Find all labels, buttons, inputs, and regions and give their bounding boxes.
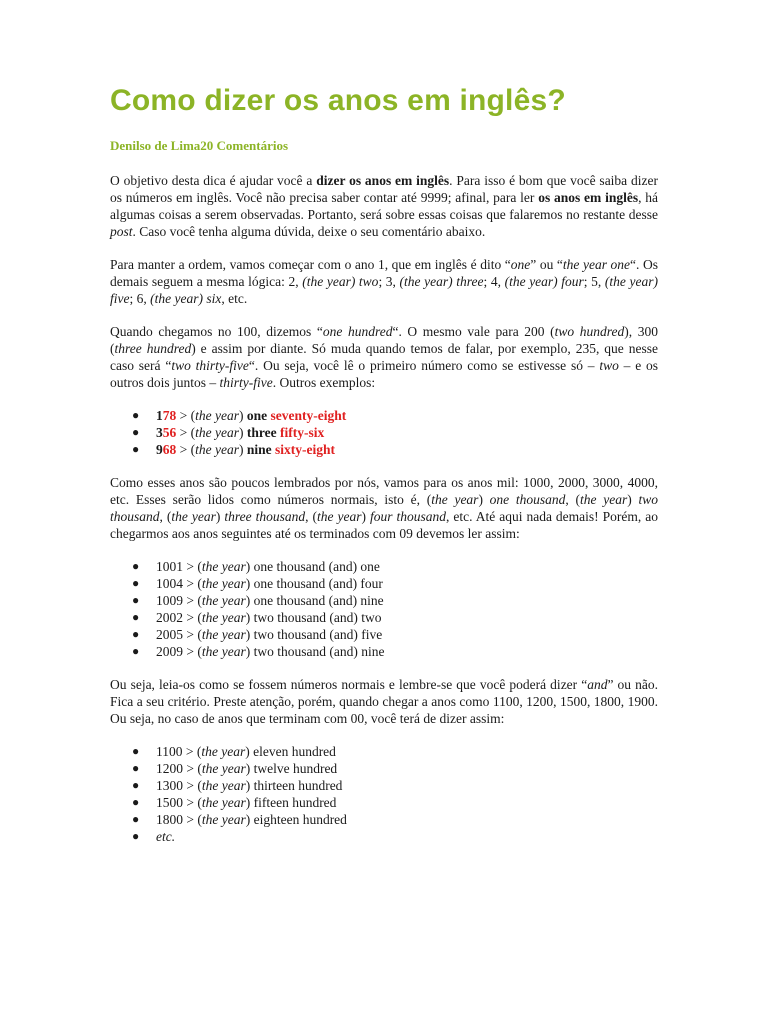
paragraph-thousands: Como esses anos são poucos lembrados por nós, vamos para os anos mil: 1000, 2000, 3000, 4000, etc. Esses serão lidos como números normais, isto é, (the year) one thousand, (the year) two thousand, (the year) three thousand, (the year) four thousand, etc. Até aqui nada demais! Porém, ao chegarmos aos anos seguintes até os terminados com 09 devemos ler assim: bbox=[110, 475, 659, 541]
list-item: ● 1004 > (the year) one thousand (and) four bbox=[132, 576, 383, 591]
list-item: ● 2002 > (the year) two thousand (and) two bbox=[132, 610, 382, 625]
list-item: ● 2009 > (the year) two thousand (and) nine bbox=[132, 644, 385, 659]
bullet-icon: ● bbox=[132, 644, 140, 658]
bullet-icon: ● bbox=[132, 610, 140, 624]
bullet-icon: ● bbox=[132, 795, 140, 809]
bullet-icon: ● bbox=[132, 829, 140, 843]
bullet-icon: ● bbox=[132, 812, 140, 826]
bullet-icon: ● bbox=[132, 627, 140, 641]
list-item: ● etc. bbox=[132, 829, 176, 844]
bullet-icon: ● bbox=[132, 761, 140, 775]
list-item: ● 1009 > (the year) one thousand (and) nine bbox=[132, 593, 384, 608]
paragraph-hundreds: Quando chegamos no 100, dizemos “one hundred“. O mesmo vale para 200 (two hundred), 300 (three hundred) e assim por diante. Só muda quando temos de falar, por exemplo, 235, que nesse caso será “two thirty-five“. Ou seja, você lê o primeiro número como se estivesse só – two – e os outros dois juntos – thirty-five. Outros exemplos: bbox=[110, 324, 658, 390]
list-item: ● 1800 > (the year) eighteen hundred bbox=[132, 812, 347, 827]
list-item: ● 1300 > (the year) thirteen hundred bbox=[132, 778, 343, 793]
article-title: Como dizer os anos em inglês? bbox=[110, 84, 566, 117]
article-body bbox=[110, 172, 658, 861]
list-item: ● 1100 > (the year) eleven hundred bbox=[132, 744, 336, 759]
list-item: ● 1500 > (the year) fifteen hundred bbox=[132, 795, 337, 810]
paragraph-one-to-six: Para manter a ordem, vamos começar com o ano 1, que em inglês é dito “one” ou “the year one“. Os demais seguem a mesma lógica: 2, (the year) two; 3, (the year) three; 4, (the year) four; 5, (the year) five; 6, (the year) six, etc. bbox=[110, 257, 658, 306]
list-item: ● 1001 > (the year) one thousand (and) one bbox=[132, 559, 380, 574]
paragraph-round-hundreds: Ou seja, leia-os como se fossem números normais e lembre-se que você poderá dizer “and” ou não. Fica a seu critério. Preste atenção, porém, quando chegar a anos como 1100, 1200, 1500, 1800, 1900. Ou seja, no caso de anos que terminam com 00, você terá de dizer assim: bbox=[110, 677, 658, 726]
byline: Denilso de Lima20 Comentários bbox=[110, 138, 289, 153]
bullet-icon: ● bbox=[132, 442, 140, 456]
examples-list-thousands bbox=[110, 558, 658, 660]
bullet-icon: ● bbox=[132, 425, 140, 439]
list-item: ● 178 > (the year) one seventy-eight bbox=[132, 408, 347, 423]
bullet-icon: ● bbox=[132, 593, 140, 607]
list-item: ● 968 > (the year) nine sixty-eight bbox=[132, 442, 335, 457]
list-item: ● 356 > (the year) three fifty-six bbox=[132, 425, 325, 440]
list-item: ● 1200 > (the year) twelve hundred bbox=[132, 761, 338, 776]
paragraph-intro: O objetivo desta dica é ajudar você a dizer os anos em inglês. Para isso é bom que você saiba dizer os números em inglês. Você não precisa saber contar até 9999; afinal, para ler os anos em inglês, há algumas coisas a serem observadas. Portanto, será sobre essas coisas que falaremos no restante desse post. Caso você tenha alguma dúvida, deixe o seu comentário abaixo. bbox=[110, 173, 659, 239]
bullet-icon: ● bbox=[132, 559, 140, 573]
examples-list-round-hundreds bbox=[110, 743, 658, 845]
bullet-icon: ● bbox=[132, 744, 140, 758]
list-item: ● 2005 > (the year) two thousand (and) five bbox=[132, 627, 383, 642]
examples-list-hundreds bbox=[110, 407, 658, 458]
bullet-icon: ● bbox=[132, 408, 140, 422]
bullet-icon: ● bbox=[132, 576, 140, 590]
bullet-icon: ● bbox=[132, 778, 140, 792]
